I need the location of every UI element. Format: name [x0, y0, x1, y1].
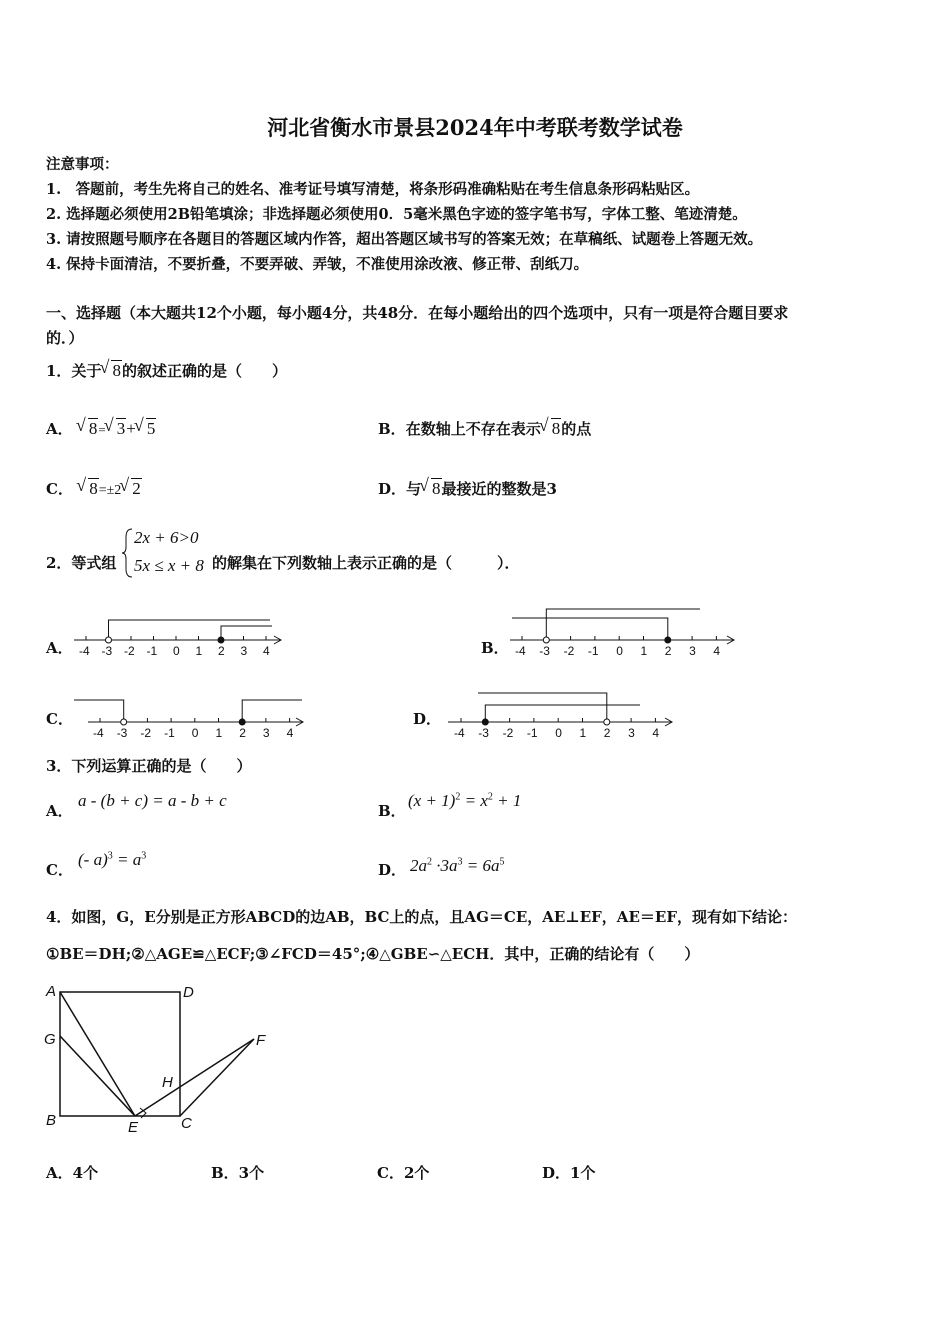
open-point: [543, 637, 549, 643]
q3-expr-b: $(x + 1)^2 = x^2 + 1$: [408, 791, 522, 810]
solution-ray: [221, 626, 272, 640]
q2-prefix: 2．等式组: [46, 554, 117, 572]
q2-option-c[interactable]: C．: [46, 710, 73, 728]
q4-option-b[interactable]: B．3个: [211, 1164, 265, 1182]
tick-label: 0: [555, 726, 562, 740]
tick-label: 1: [640, 644, 648, 658]
q1-option-a[interactable]: A． √ 8=√ 3+√ 5: [46, 418, 156, 439]
q2-option-b[interactable]: B．: [481, 639, 509, 657]
tick-label: 4: [713, 644, 721, 658]
open-point: [121, 719, 127, 725]
open-point: [604, 719, 610, 725]
tick-label: -3: [101, 644, 113, 658]
tick-label: -1: [587, 644, 599, 658]
question-3: 3．下列运算正确的是（ ）: [46, 757, 252, 775]
q2-suffix: 的解集在下列数轴上表示正确的是（ ）．: [212, 554, 520, 572]
label-b: B: [46, 1112, 57, 1129]
tick-label: -1: [164, 726, 175, 740]
closed-point: [218, 637, 224, 643]
label-a: A: [46, 983, 57, 1000]
tick-label: 2: [239, 726, 246, 740]
tick-label: -3: [116, 726, 128, 740]
q1-option-c[interactable]: C． √ 8=±2√ 2: [46, 478, 142, 499]
q1-option-d[interactable]: D．与√ 8最接近的整数是3: [378, 478, 557, 499]
open-point: [106, 637, 112, 643]
solution-ray: [242, 700, 302, 722]
label-d: D: [183, 984, 194, 1001]
tick-label: 0: [191, 726, 199, 740]
tick-label: 4: [286, 726, 294, 740]
tick-label: -4: [515, 644, 526, 658]
q1-suffix: 的叙述正确的是（ ）: [121, 362, 287, 380]
tick-label: -4: [454, 726, 465, 740]
tick-label: 1: [195, 644, 203, 658]
closed-point: [482, 719, 488, 725]
tick-label: -3: [539, 644, 550, 658]
option-label: A．: [46, 420, 73, 438]
q1-prefix: 1．关于: [46, 362, 102, 380]
q4-option-d[interactable]: D．1个: [542, 1164, 596, 1182]
tick-label: 1: [579, 726, 587, 740]
tick-label: 1: [215, 726, 223, 740]
label-f: F: [256, 1032, 266, 1049]
q3-option-a[interactable]: A．: [46, 802, 73, 820]
note-item-2: 2. 选择题必须使用2B铅笔填涂；非选择题必须使用0．5毫米黑色字迹的签字笔书写，字体工整、笔迹清楚。: [46, 206, 747, 223]
question-4-line2: ①BE＝DH;②△AGE≌△ECF;③∠FCD＝45°;④△GBE∽△ECH．其中，正确的结论有（ ）: [46, 945, 700, 963]
note-item-1: 1. 答题前，考生先将自己的姓名、准考证号填写清楚，将条形码准确粘贴在考生信息条形码粘贴区。: [46, 181, 700, 198]
q3-option-c[interactable]: C．: [46, 861, 73, 879]
q2-option-d[interactable]: D．: [413, 710, 442, 728]
q3-option-d[interactable]: D．: [378, 861, 407, 879]
q3-expr-d: $2a^2 \cdot 3a^3 = 6a^5$: [410, 856, 505, 875]
q2-option-a[interactable]: A．: [46, 639, 73, 657]
closed-point: [665, 637, 671, 643]
tick-label: -4: [93, 726, 104, 740]
tick-label: -3: [478, 726, 489, 740]
segment-cf: [180, 1039, 254, 1116]
inequality-1: 2x + 6>0: [134, 528, 199, 547]
tick-label: 2: [218, 644, 225, 658]
tick-label: 3: [689, 644, 696, 658]
number-line-a: [74, 620, 281, 658]
section-heading-line1: 一、选择题（本大题共12个小题，每小题4分，共48分．在每小题给出的四个选项中，只有一项是符合题目要求: [46, 304, 789, 322]
q3-option-b[interactable]: B．: [378, 802, 406, 820]
tick-label: -2: [140, 726, 152, 740]
label-c: C: [181, 1115, 192, 1132]
solution-ray: [109, 620, 271, 640]
solution-ray: [485, 705, 640, 722]
tick-label: -1: [526, 726, 538, 740]
number-line-b: [510, 609, 734, 658]
sqrt-8: √ 8: [101, 361, 122, 381]
tick-label: 3: [262, 726, 270, 740]
tick-label: -2: [563, 644, 575, 658]
q1-option-b[interactable]: B．在数轴上不存在表示√ 8的点: [378, 418, 591, 439]
segment-ef: [135, 1039, 254, 1116]
note-item-4: 4. 保持卡面清洁，不要折叠，不要弄破、弄皱，不准使用涂改液、修正带、刮纸刀。: [46, 256, 589, 273]
label-g: G: [44, 1031, 56, 1048]
solution-ray: [546, 609, 700, 640]
tick-label: 0: [173, 644, 180, 658]
number-line-d: [448, 693, 672, 740]
tick-label: 4: [652, 726, 660, 740]
segment-ae: [60, 992, 135, 1116]
tick-label: 0: [616, 644, 623, 658]
page-title: 河北省衡水市景县2024年中考联考数学试卷: [267, 115, 683, 140]
tick-label: 3: [240, 644, 248, 658]
solution-ray: [512, 618, 668, 640]
number-line-c: [74, 700, 303, 740]
q4-option-a[interactable]: A．4个: [46, 1164, 99, 1182]
geometry-figure: [40, 980, 280, 1140]
tick-label: -2: [502, 726, 514, 740]
q4-option-c[interactable]: C．2个: [377, 1164, 430, 1182]
q3-expr-c: (- $a)^3 = a^3$: [78, 850, 147, 869]
closed-point: [239, 719, 245, 725]
label-h: H: [162, 1074, 173, 1091]
tick-label: -1: [146, 644, 158, 658]
tick-label: -2: [124, 644, 135, 658]
tick-label: 2: [664, 644, 672, 658]
label-e: E: [128, 1119, 139, 1136]
solution-ray: [74, 700, 124, 722]
square-abcd: [60, 992, 180, 1116]
tick-label: -4: [79, 644, 90, 658]
note-item-3: 3. 请按照题号顺序在各题目的答题区域内作答，超出答题区域书写的答案无效；在草稿纸、试题卷上答题无效。: [46, 231, 763, 248]
tick-label: 4: [263, 644, 270, 658]
notes-heading: 注意事项：: [46, 156, 119, 173]
inequality-2: 5x ≤ x + 8: [134, 556, 204, 575]
solution-ray: [478, 693, 607, 722]
tick-label: 3: [628, 726, 635, 740]
q3-expr-a: a - (b + c) = a - b + c: [78, 791, 227, 810]
segment-ge: [60, 1036, 135, 1116]
question-4-line1: 4．如图，G，E分别是正方形ABCD的边AB，BC上的点，且AG＝CE，AE⊥EF，AE＝EF，现有如下结论：: [46, 908, 797, 926]
section-heading-line2: 的．）: [46, 329, 84, 347]
tick-label: 2: [603, 726, 611, 740]
